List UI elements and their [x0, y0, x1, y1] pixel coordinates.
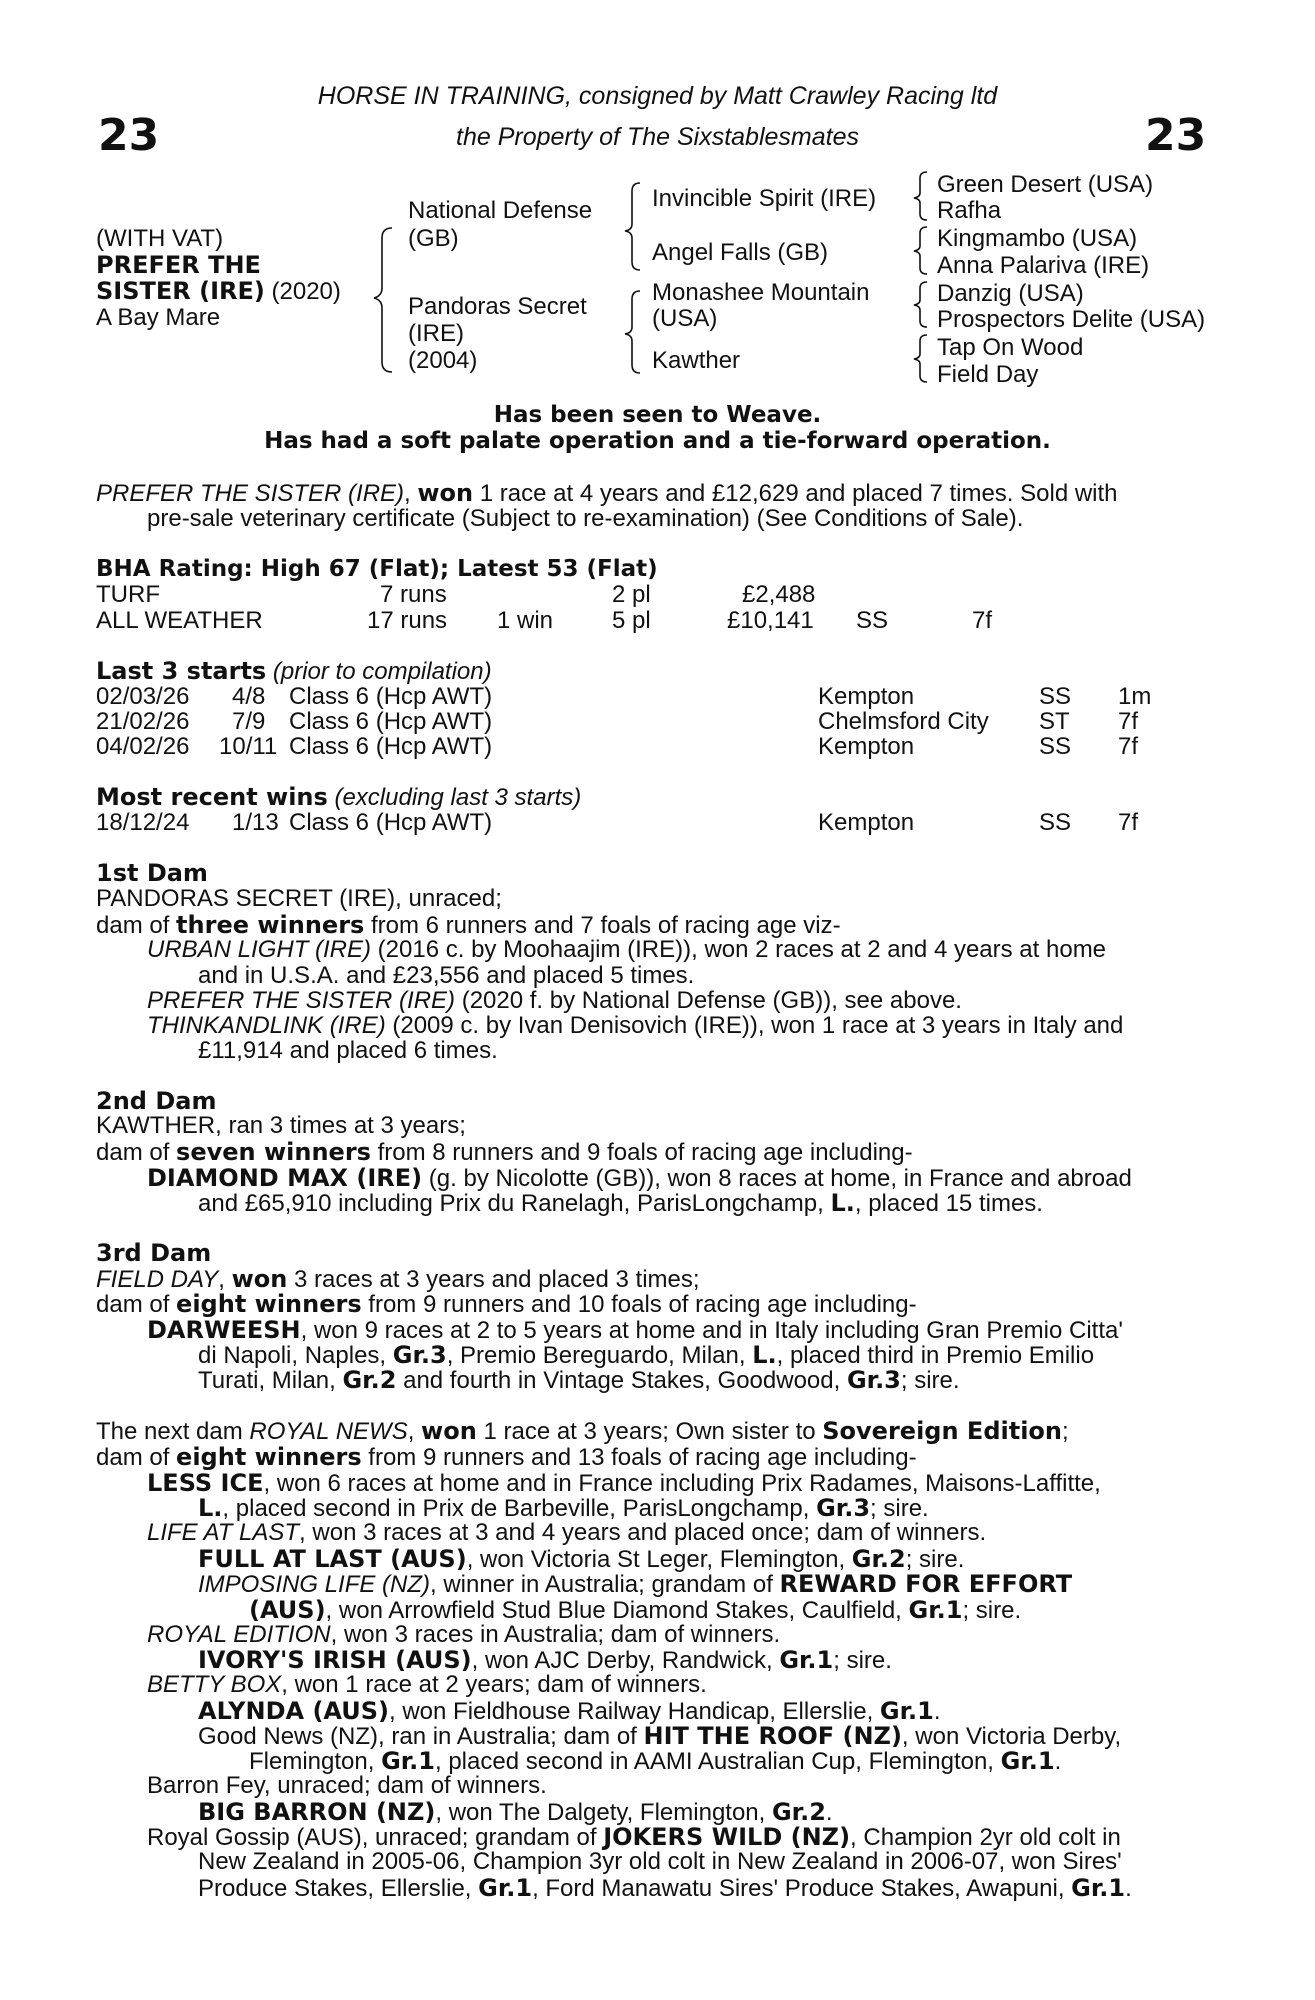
less-ice-2: L., placed second in Prix de Barbeville, ParisLongchamp, Gr.3; sire.: [198, 1494, 929, 1522]
rating-turf-prize: £2,488: [742, 581, 816, 608]
dam-name: Pandoras Secret: [408, 293, 587, 320]
dam3-darweesh-2: di Napoli, Naples, Gr.3, Premio Bereguardo, Milan, L., placed third in Premio Emilio: [198, 1341, 1095, 1369]
rating-heading: BHA Rating: High 67 (Flat); Latest 53 (Flat): [96, 556, 658, 582]
dam3-dam-of: dam of eight winners from 9 runners and 10 foals of racing age including-: [96, 1290, 917, 1318]
dam-country: (IRE): [408, 320, 464, 347]
rating-aw-prize: £10,141: [727, 607, 814, 634]
summary-won: won: [417, 479, 474, 507]
summary-line2: pre-sale veterinary certificate (Subject to re-examination) (See Conditions of Sale).: [147, 505, 1024, 532]
dam3-line1: FIELD DAY, won 3 races at 3 years and placed 3 times;: [96, 1265, 700, 1293]
grandsire-1: Green Desert (USA): [937, 171, 1154, 198]
grandsire-5: Danzig (USA): [937, 280, 1084, 307]
ls-going-2: ST: [1039, 708, 1070, 735]
note-operation: Has had a soft palate operation and a tie-forward operation.: [264, 428, 1051, 454]
rw-date-1: 18/12/24: [96, 809, 190, 836]
reward-for-effort: (AUS), won Arrowfield Stud Blue Diamond Stakes, Caulfield, Gr.1; sire.: [249, 1596, 1022, 1624]
dam1-heading: 1st Dam: [96, 859, 208, 887]
rw-course-1: Kempton: [818, 809, 915, 836]
sire-name: National Defense: [408, 197, 593, 224]
rating-aw-placed: 5 pl: [612, 607, 651, 634]
rating-turf-runs: 7 runs: [380, 581, 447, 608]
rating-turf-surface: TURF: [96, 581, 160, 608]
big-barron: BIG BARRON (NZ), won The Dalgety, Flemington, Gr.2.: [198, 1798, 833, 1826]
royal-edition: ROYAL EDITION, won 3 races in Australia; dam of winners.: [147, 1621, 781, 1648]
dam1-urban-light: URBAN LIGHT (IRE) (2016 c. by Moohaajim (IRE)), won 2 races at 2 and 4 years at home: [147, 936, 1107, 963]
alynda: ALYNDA (AUS), won Fieldhouse Railway Handicap, Ellerslie, Gr.1.: [198, 1697, 941, 1725]
ls-race-2: Class 6 (Hcp AWT): [289, 708, 493, 735]
ls-course-1: Kempton: [818, 683, 915, 710]
dam1-urban-light-2: and in U.S.A. and £23,556 and placed 5 times.: [198, 962, 695, 989]
ls-pos-3: 10/11: [219, 733, 278, 760]
rw-race-1: Class 6 (Hcp AWT): [289, 809, 493, 836]
ls-course-2: Chelmsford City: [818, 708, 989, 735]
grandsire-3: Kingmambo (USA): [937, 225, 1138, 252]
rating-turf-placed: 2 pl: [612, 581, 651, 608]
dam3-darweesh-3: Turati, Milan, Gr.2 and fourth in Vintage Stakes, Goodwood, Gr.3; sire.: [198, 1366, 960, 1394]
dam2-diamond-max: DIAMOND MAX (IRE) (g. by Nicolotte (GB)), won 8 races at home, in France and abroad: [147, 1164, 1132, 1192]
ls-going-1: SS: [1039, 683, 1072, 710]
recent-wins-heading: Most recent wins (excluding last 3 starts): [96, 783, 582, 811]
horse-name-line1: PREFER THE: [96, 251, 261, 279]
rw-dist-1: 7f: [1118, 809, 1139, 836]
ls-race-3: Class 6 (Hcp AWT): [289, 733, 493, 760]
life-at-last: LIFE AT LAST, won 3 races at 3 and 4 years and placed once; dam of winners.: [147, 1519, 987, 1546]
ls-pos-2: 7/9: [232, 708, 266, 735]
ls-dist-1: 1m: [1118, 683, 1152, 710]
less-ice: LESS ICE, won 6 races at home and in France including Prix Radames, Maisons-Laffitte,: [147, 1469, 1101, 1497]
rw-going-1: SS: [1039, 809, 1072, 836]
barron-fey: Barron Fey, unraced; dam of winners.: [147, 1772, 547, 1799]
grandsire-6: Prospectors Delite (USA): [937, 306, 1206, 333]
royal-gossip-3: Produce Stakes, Ellerslie, Gr.1, Ford Manawatu Sires' Produce Stakes, Awapuni, Gr.1.: [198, 1874, 1132, 1902]
lot-number-right: 23: [1145, 110, 1207, 161]
grandsire-4: Anna Palariva (IRE): [937, 252, 1150, 279]
consigned-line: HORSE IN TRAINING, consigned by Matt Crawley Racing ltd: [317, 82, 998, 110]
lot-number-left: 23: [98, 110, 160, 161]
sire-dam: Angel Falls (GB): [652, 239, 829, 266]
dam2-heading: 2nd Dam: [96, 1087, 217, 1115]
ls-pos-1: 4/8: [232, 683, 266, 710]
sire-country: (GB): [408, 225, 459, 252]
next-dam-line1: The next dam ROYAL NEWS, won 1 race at 3 years; Own sister to Sovereign Edition;: [96, 1417, 1069, 1445]
ls-date-2: 21/02/26: [96, 708, 190, 735]
rating-aw-runs: 17 runs: [367, 607, 448, 634]
dam3-darweesh: DARWEESH, won 9 races at 2 to 5 years at home and in Italy including Gran Premio Citta': [147, 1316, 1123, 1344]
horse-year: (2020): [271, 278, 341, 305]
grandsire-2: Rafha: [937, 197, 1002, 224]
ls-date-1: 02/03/26: [96, 683, 190, 710]
rw-pos-1: 1/13: [232, 809, 279, 836]
full-at-last: FULL AT LAST (AUS), won Victoria St Leger, Flemington, Gr.2; sire.: [198, 1545, 965, 1573]
good-news-2: Flemington, Gr.1, placed second in AAMI Australian Cup, Flemington, Gr.1.: [249, 1747, 1062, 1775]
royal-gossip-2: New Zealand in 2005-06, Champion 3yr old colt in New Zealand in 2006-07, won Sires': [198, 1848, 1122, 1875]
dam3-heading: 3rd Dam: [96, 1239, 212, 1267]
good-news: Good News (NZ), ran in Australia; dam of HIT THE ROOF (NZ), won Victoria Derby,: [198, 1722, 1122, 1750]
dam1-thinkandlink: THINKANDLINK (IRE) (2009 c. by Ivan Denisovich (IRE)), won 1 race at 3 years in Italy and: [147, 1012, 1124, 1039]
dam-sire-line1: Monashee Mountain: [652, 279, 870, 306]
ls-course-3: Kempton: [818, 733, 915, 760]
grandsire-8: Field Day: [937, 361, 1039, 388]
dam2-diamond-max-2: and £65,910 including Prix du Ranelagh, ParisLongchamp, L., placed 15 times.: [198, 1189, 1043, 1217]
last-starts-heading: Last 3 starts (prior to compilation): [96, 657, 492, 685]
rating-aw-going: SS: [856, 607, 889, 634]
vat-label: (WITH VAT): [96, 225, 224, 252]
ls-date-3: 04/02/26: [96, 733, 190, 760]
ls-going-3: SS: [1039, 733, 1072, 760]
dam1-thinkandlink-2: £11,914 and placed 6 times.: [198, 1037, 498, 1064]
summary-line1: PREFER THE SISTER (IRE), won 1 race at 4 years and £12,629 and placed 7 times. Sold with: [96, 479, 1118, 507]
dam2-dam-of: dam of seven winners from 8 runners and 9 foals of racing age including-: [96, 1138, 913, 1166]
rating-aw-wins: 1 win: [497, 607, 554, 634]
dam-year: (2004): [408, 347, 478, 374]
property-line: the Property of The Sixstablesmates: [456, 123, 859, 151]
dam-sire-line2: (USA): [652, 305, 718, 332]
dam1-prefer: PREFER THE SISTER (IRE) (2020 f. by National Defense (GB)), see above.: [147, 987, 962, 1014]
dam1-line1: PANDORAS SECRET (IRE), unraced;: [96, 885, 502, 912]
rating-aw-surface: ALL WEATHER: [96, 607, 263, 634]
sire-sire: Invincible Spirit (IRE): [652, 185, 877, 212]
dam1-dam-of: dam of three winners from 6 runners and 7 foals of racing age viz-: [96, 911, 841, 939]
dam2-line1: KAWTHER, ran 3 times at 3 years;: [96, 1112, 466, 1139]
imposing-life: IMPOSING LIFE (NZ), winner in Australia; grandam of REWARD FOR EFFORT: [198, 1570, 1073, 1598]
summary-text1: 1 race at 4 years and £12,629 and placed 7 times. Sold with: [473, 480, 1118, 507]
ls-dist-2: 7f: [1118, 708, 1139, 735]
dam-dam: Kawther: [652, 347, 741, 374]
next-dam-dam-of: dam of eight winners from 9 runners and 13 foals of racing age including-: [96, 1443, 917, 1471]
ls-race-1: Class 6 (Hcp AWT): [289, 683, 493, 710]
ls-dist-3: 7f: [1118, 733, 1139, 760]
horse-description: A Bay Mare: [96, 304, 221, 331]
ivorys-irish: IVORY'S IRISH (AUS), won AJC Derby, Randwick, Gr.1; sire.: [198, 1646, 892, 1674]
grandsire-7: Tap On Wood: [937, 334, 1084, 361]
summary-horse-name: PREFER THE SISTER (IRE): [96, 480, 405, 507]
royal-gossip: Royal Gossip (AUS), unraced; grandam of JOKERS WILD (NZ), Champion 2yr old colt in: [147, 1823, 1121, 1851]
betty-box: BETTY BOX, won 1 race at 2 years; dam of winners.: [147, 1671, 707, 1698]
rating-aw-dist: 7f: [972, 607, 993, 634]
horse-name-line2-text: SISTER (IRE): [96, 277, 265, 305]
note-weave: Has been seen to Weave.: [493, 402, 822, 428]
